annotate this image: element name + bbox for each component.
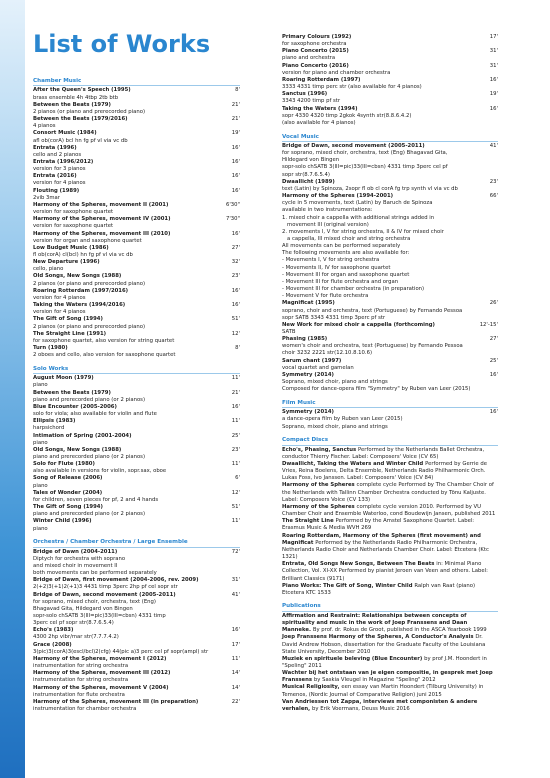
entry-title: Tales of Wonder (2004) [33, 489, 103, 496]
work-entry [33, 316, 240, 330]
work-entry [33, 404, 240, 418]
entry-title: Harmony of the Spheres, movement I (2012) [33, 655, 167, 662]
page-title: List of Works [33, 30, 211, 58]
entry-text: Entrata, Old Songs New Songs, Between The Beats in: Minimal Piano Collection, Vol. XI-XX Performed by pianist Jeroen van Veen and others. Label: Brilliant Classics (9171) [282, 561, 488, 582]
entry-title: Between the Beats (1979) [33, 389, 111, 396]
entry-detail: Bhagavad Gita, Hildegard von Bingen [33, 605, 133, 612]
entry-text: Wachter bij het ontstaan van je eigen compositie, in gesprek met Joep Franssens by Saskia Vleugel in Magazine "Speling" 2012 [282, 670, 493, 684]
work-entry [33, 490, 240, 504]
entry-title: The Gift of Song (1994) [33, 316, 103, 323]
entry-duration: 16' [231, 627, 240, 634]
work-entry [282, 63, 498, 77]
work-entry [33, 549, 240, 578]
section-heading: Film Music [282, 400, 498, 408]
entry-title: The Straight Line (1991) [33, 330, 107, 337]
entry-duration: 16' [231, 302, 240, 309]
entry-detail: 2. movements I, V for string orchestra, II & IV for mixed choir [282, 228, 444, 235]
entry-title: Harmony of the Spheres, movement III (in preparation) [33, 698, 199, 705]
entry-duration: 12' [231, 489, 240, 496]
entry-duration: 23' [231, 273, 240, 280]
right-column [282, 34, 498, 713]
entry-detail: instrumentation for string orchestra [33, 663, 129, 670]
entry-title: Intimation of Spring (2001-2004) [33, 432, 132, 439]
work-entry [282, 656, 498, 670]
entry-detail: piano [33, 382, 48, 389]
entry-detail: brass ensemble 4h 4tbp 2tb btb [33, 94, 119, 101]
entry-detail: version for piano and chamber orchestra [282, 69, 391, 76]
entry-duration: 25' [489, 357, 498, 364]
entry-title: Musical Religiosity, [282, 684, 342, 691]
entry-duration: 12' [231, 330, 240, 337]
section-heading: Compact Discs [282, 437, 498, 445]
entry-detail: - Movement III for organ and saxophone quartet [282, 271, 410, 278]
entry-title: Old Songs, New Songs (1988) [33, 446, 122, 453]
entry-duration: 31' [489, 48, 498, 55]
work-entry [33, 159, 240, 173]
entry-detail: sopr SATB 3343 4331 timp 3perc pf str [282, 314, 386, 321]
work-entry [282, 684, 498, 698]
entry-duration: 51' [231, 316, 240, 323]
entry-title: Harmony of the Spheres, movement III (2012) [33, 670, 171, 677]
entry-text: Harmony of the Spheres complete cycle version 2010. Performed by VU Chamber Choir and Ensemble Waterloo, cond Boudewijn Jansen, published 2011 [282, 503, 496, 518]
entry-detail: 2 oboes and cello, also version for saxophone quartet [33, 352, 176, 359]
entry-title: Echo's, Phasing, Sanctus [282, 446, 359, 453]
entry-text: Echo's, Phasing, Sanctus Performed by the Netherlands Ballet Orchestra, conductor Thierry Fischer. Label: Composers' Voice (CV 65) [282, 446, 485, 460]
work-entry [282, 91, 498, 105]
entry-detail: piano and prerecorded piano (or 2 pianos) [33, 396, 146, 403]
entry-duration: 7'30" [225, 216, 240, 223]
entry-detail: - Movement III for flute orchestra and organ [282, 278, 399, 285]
entry-detail: instrumentation for chamber orchestra [33, 706, 137, 713]
work-entry [282, 48, 498, 62]
entry-title: Dwaallicht, Taking the Waters and Winter Child [282, 461, 426, 467]
work-entry [282, 143, 498, 179]
entry-title: Bridge of Dawn (2004-2011) [33, 548, 118, 555]
entry-detail: movement III (original version) [282, 221, 369, 228]
entry-detail: 3(pic)3(corA)3(escl/bcl)2(cfg) 44(pic a)3 perc cel pf sopr(ampl) str [33, 648, 209, 655]
work-entry [282, 336, 498, 357]
entry-detail: women's choir and orchestra, text (Portuguese) by Fernando Pessoa [282, 343, 463, 350]
entry-detail: solo for viola; also available for violin and flute [33, 411, 157, 418]
entry-duration: 21' [231, 101, 240, 108]
entry-duration: 41' [231, 591, 240, 598]
entry-title: August Moon (1979) [33, 375, 94, 382]
entry-title: Roaring Rotterdam (1997) [282, 76, 361, 83]
work-entry [282, 322, 498, 336]
work-entry [282, 106, 498, 127]
entry-title: Harmony of the Spheres [282, 482, 357, 489]
work-entry [33, 87, 240, 101]
entry-title: The Straight Line [282, 518, 336, 525]
entry-duration: 19' [231, 130, 240, 137]
entry-duration: 14' [231, 684, 240, 691]
work-entry [33, 461, 240, 475]
entry-duration: 16' [231, 144, 240, 151]
entry-text: Joep Franssens Harmony of the Spheres, A Conductor's Analysis Dr. David Andrew Hobson, dissertation for the Graduate Faculty of the Louisiana State University, December 2010 [282, 634, 486, 655]
entry-duration: 23' [231, 446, 240, 453]
entry-duration: 11' [231, 461, 240, 468]
entry-title: Echo's (1983) [33, 627, 74, 634]
entry-text: Piano Works: The Gift of Song, Winter Child Ralph van Raat (piano) Etcetera KTC 1533 [282, 582, 476, 596]
entry-detail: Hildegard von Bingen [282, 157, 340, 164]
work-entry [282, 613, 498, 634]
work-entry [282, 634, 498, 655]
work-entry [282, 179, 498, 193]
entry-title: Grace (2008) [33, 641, 72, 648]
entry-title: New Work for mixed choir a cappella (forthcoming) [282, 321, 435, 328]
entry-duration: 16' [489, 371, 498, 378]
entry-detail: 2 pianos (or piano and prerecorded piano) [33, 108, 146, 115]
entry-title: Symmetry (2014) [282, 409, 334, 416]
work-entry [33, 288, 240, 302]
entry-duration: 16' [231, 173, 240, 180]
entry-detail: for saxophone quartet, also version for string quartet [33, 337, 175, 344]
entry-duration: 6' [235, 475, 240, 482]
entry-title: Turn (1980) [33, 345, 68, 352]
entry-title: Sanctus (1996) [282, 91, 328, 98]
work-entry [33, 642, 240, 656]
entry-detail: soprano, choir and orchestra, text (Portuguese) by Fernando Pessoa [282, 307, 463, 314]
work-entry [33, 475, 240, 489]
entry-title: Old Songs, New Songs (1988) [33, 273, 122, 280]
entry-detail: sopr 4330 4320 timp 2gkok 4synth str(8.8.6.4.2) [282, 112, 412, 119]
entry-title: Song of Release (2006) [33, 475, 103, 482]
entry-title: Phasing (1985) [282, 336, 328, 343]
work-entry [33, 188, 240, 202]
entry-title: Piano Concerto (2015) [282, 48, 349, 55]
entry-duration: 6'30" [225, 201, 240, 208]
section-heading: Publications [282, 603, 498, 611]
work-entry [33, 173, 240, 187]
entry-detail: a dance-opera film by Ruben van Leer (2015) [282, 416, 403, 423]
entry-detail: version for organ and saxophone quartet [33, 237, 142, 244]
entry-duration: 27' [489, 336, 498, 343]
work-entry [282, 461, 498, 482]
work-entry [282, 34, 498, 48]
entry-detail: text (Latin) by Spinoza, 2sopr fl ob cl corA fg trp synth vl via vc db [282, 185, 458, 192]
work-entry [282, 699, 498, 713]
entry-title: Blue Encounter (2005-2006) [33, 403, 117, 410]
work-entry [33, 216, 240, 230]
work-entry [33, 273, 240, 287]
entry-detail: available in two instrumentations: [282, 207, 373, 214]
entry-duration: 23' [489, 178, 498, 185]
entry-title: Harmony of the Spheres, movement IV (2001) [33, 216, 171, 223]
entry-detail: version for saxophone quartet [33, 209, 114, 216]
entry-detail: version for 3 pianos [33, 166, 86, 173]
entry-text: Roaring Rotterdam, Harmony of the Spheres (first movement) and Magnificat Performed by the Netherlands Radio Philharmonic Orchestra, Netherlands Radio Choir and Netherlands Chamber Choir. Label: Etcetera (Ktc 1321) [282, 532, 489, 561]
work-entry [33, 518, 240, 532]
entry-detail: cycle in 5 movements, text (Latin) by Baruch de Spinoza [282, 200, 433, 207]
entry-text: Van Andriessen tot Zappa, interviews met componisten & andere verhalen, by Erik Voermans, Deuss Music 2016 [282, 698, 478, 712]
entry-duration: 16' [231, 403, 240, 410]
entry-duration: 31' [231, 577, 240, 584]
entry-detail: instrumentation for string orchestra [33, 677, 129, 684]
entry-title: Piano Concerto (2016) [282, 62, 349, 69]
entry-duration: 17' [489, 34, 498, 40]
entry-detail: a cappella, III mixed choir and string orchestra [282, 235, 411, 242]
entry-duration: 16' [489, 76, 498, 83]
entry-duration: 16' [231, 230, 240, 237]
entry-detail: The following movements are also available for: [282, 250, 410, 257]
work-entry [33, 390, 240, 404]
entry-title: Entrata, Old Songs New Songs, Between The Beats [282, 561, 437, 568]
entry-duration: 11' [231, 655, 240, 662]
entry-duration: 32' [231, 259, 240, 266]
entry-title: Primary Colours (1992) [282, 34, 352, 40]
work-entry [282, 482, 498, 503]
work-entry [33, 375, 240, 389]
entry-detail: choir 3232 2221 str(12.10.8.10.6) [282, 350, 373, 357]
entry-text: Musical Religiosity, een essay van Martin Hoondert (Tilburg University) in Temenos, (Nordic Journal of Comparative Religion) juni 2015 [282, 684, 484, 698]
work-entry [282, 583, 498, 597]
entry-title: Between the Beats (1979/2016) [33, 116, 128, 123]
entry-title: Magnificat (1995) [282, 300, 335, 307]
work-entry [33, 447, 240, 461]
entry-duration: 72' [231, 548, 240, 555]
entry-detail: All movements can be performed separately [282, 243, 401, 250]
entry-title: Van Andriessen tot Zappa, interviews met componisten & andere verhalen, [282, 698, 478, 712]
entry-detail: for children, seven pieces for pf, 2 and 4 hands [33, 496, 159, 503]
work-entry [282, 518, 498, 532]
entry-title: Dwaallicht (1989) [282, 178, 335, 185]
entry-title: Entrata (1996/2012) [33, 158, 94, 165]
entry-detail: for soprano, mixed choir, orchestra, text (Eng) Bhagavad Gita, [282, 150, 448, 157]
work-entry [33, 577, 240, 591]
entry-duration: 22' [231, 698, 240, 705]
entry-duration: 26' [489, 300, 498, 307]
entry-title: The Gift of Song (1994) [33, 504, 103, 511]
entry-detail: (also available for 4 pianos) [282, 119, 356, 126]
work-entry [33, 504, 240, 518]
left-column [33, 78, 240, 713]
entry-title: Piano Works: The Gift of Song, Winter Child [282, 582, 415, 589]
work-entry [282, 504, 498, 518]
entry-detail: piano [33, 439, 48, 446]
entry-detail: 2(+2)3(+1)2(+1)3 4431 timp 3perc 2hp pf cel sopr str [33, 584, 178, 591]
entry-title: Ellipsis (1983) [33, 418, 76, 425]
entry-title: Flouting (1989) [33, 187, 80, 194]
work-entry [33, 130, 240, 144]
entry-detail: - Movement V for flute orchestra [282, 293, 369, 300]
work-entry [282, 372, 498, 393]
work-entry [33, 418, 240, 432]
entry-detail: 2 pianos (or piano and prerecorded piano) [33, 280, 146, 287]
entry-title: Wachter bij het ontstaan van je eigen compositie, in gesprek met Joep Franssens [282, 670, 493, 684]
entry-duration: 16' [231, 287, 240, 294]
work-entry [33, 302, 240, 316]
entry-title: Between the Beats (1979) [33, 101, 111, 108]
entry-duration: 14' [231, 670, 240, 677]
work-entry [33, 345, 240, 359]
entry-duration: 27' [231, 244, 240, 251]
entry-detail: - Movements II, IV for saxophone quartet [282, 264, 391, 271]
entry-duration: 21' [231, 389, 240, 396]
entry-title: Entrata (1996) [33, 144, 77, 151]
work-entry [33, 102, 240, 116]
entry-duration: 11' [231, 418, 240, 425]
entry-detail: 4 pianos [33, 123, 56, 130]
work-entry [33, 433, 240, 447]
entry-detail: version for 4 pianos [33, 309, 86, 316]
entry-title: Harmony of the Spheres, movement II (2001) [33, 201, 169, 208]
entry-title: Joep Franssens Harmony of the Spheres, A Conductor's Analysis [282, 634, 476, 641]
entry-duration: 17' [231, 641, 240, 648]
entry-detail: piano [33, 525, 48, 532]
entry-detail: also available in versions for violin, sopr.sax, oboe [33, 468, 167, 475]
work-entry [33, 670, 240, 684]
entry-detail: version for 4 pianos [33, 294, 86, 301]
entry-detail: for soprano, mixed choir, orchestra, text (Eng) [33, 598, 156, 605]
entry-text: The Straight Line Performed by the Amstel Saxophone Quartet. Label: Erasmus Music & Media WVH 269 [282, 518, 475, 532]
work-entry [282, 533, 498, 562]
entry-duration: 16' [231, 187, 240, 194]
entry-detail: piano and orchestra [282, 55, 336, 62]
section-heading: Solo Works [33, 366, 240, 374]
entry-title: Taking the Waters (1994) [282, 105, 358, 112]
work-entry [33, 116, 240, 130]
entry-detail: Composed for dance-opera film "Symmetry" by Ruben van Leer (2015) [282, 386, 471, 393]
work-entry [282, 409, 498, 430]
work-entry [33, 656, 240, 670]
entry-detail: 4300 2hp vibr/mar str(7.7.7.4.2) [33, 634, 119, 641]
work-entry [33, 259, 240, 273]
entry-text: Muziek en spirituele beleving (Blue Encounter) by prof J.M. Hoondert in "Speling" 2011 [282, 655, 487, 669]
entry-title: Harmony of the Spheres (1994-2001) [282, 193, 394, 200]
entry-detail: 3333 4331 timp perc str (also available for 4 pianos) [282, 84, 422, 91]
entry-duration: 41' [489, 142, 498, 149]
entry-title: Harmony of the Spheres, movement III (2010) [33, 230, 171, 237]
work-entry [33, 627, 240, 641]
entry-text: Dwaallicht, Taking the Waters and Winter Child Performed by Gerrie de Vries, Reina Boelens, Delta Ensemble, Netherlands Radio Philharmonic Orch. Lukas Foss, Ivo Janssen. Label: Composers' Voice (CV 84) [282, 461, 488, 482]
entry-title: Winter Child (1996) [33, 518, 92, 525]
entry-detail: Diptych for orchestra with soprano [33, 555, 126, 562]
entry-detail: Soprano, mixed choir, piano and strings [282, 423, 388, 430]
section-heading: Chamber Music [33, 78, 240, 86]
entry-detail: harpsichord [33, 425, 65, 432]
entry-duration: 21' [231, 116, 240, 123]
section-heading: Vocal Music [282, 134, 498, 142]
entry-detail: version for saxophone quartet [33, 223, 114, 230]
entry-title: Entrata (2016) [33, 173, 77, 180]
entry-detail: SATB [282, 329, 296, 335]
entry-detail: 3perc cel pf sopr str(8.7.6.5.4) [33, 620, 114, 627]
entry-title: Taking the Waters (1994/2016) [33, 302, 126, 309]
work-entry [33, 202, 240, 216]
entry-detail: Soprano, mixed choir, piano and strings [282, 379, 388, 386]
work-entry [33, 331, 240, 345]
entry-detail: for saxophone orchestra [282, 41, 347, 48]
entry-title: Roaring Rotterdam (1997/2016) [33, 287, 129, 294]
work-entry [282, 561, 498, 582]
work-entry [282, 447, 498, 461]
entry-title: Bridge of Dawn, second movement (2005-2011) [33, 591, 176, 598]
entry-detail: fl ob(corA) cl(bcl) hn fg pf vl via vc db [33, 252, 133, 258]
entry-title: Bridge of Dawn, first movement (2004-2006, rev. 2009) [33, 577, 199, 584]
entry-title: Roaring Rotterdam, Harmony of the Spheres (first movement) and Magnificat [282, 532, 481, 546]
entry-title: Harmony of the Spheres, movement V (2004) [33, 684, 169, 691]
entry-title: Sarum chant (1997) [282, 357, 342, 364]
work-entry [282, 358, 498, 372]
side-color-band [0, 0, 25, 778]
entry-detail: version for 4 pianos [33, 180, 86, 187]
entry-duration: 16' [231, 158, 240, 165]
entry-title: Harmony of the Spheres [282, 503, 357, 510]
work-entry [282, 670, 498, 684]
entry-detail: piano and prerecorded piano (or 2 pianos) [33, 453, 146, 460]
entry-title: After the Queen's Speech (1995) [33, 87, 131, 94]
entry-title: Consort Music (1984) [33, 130, 97, 137]
entry-detail: afl ob(corA) bcl hn fg pf vl via vc db [33, 137, 128, 144]
work-entry [33, 699, 240, 713]
entry-duration: 25' [231, 432, 240, 439]
work-entry [33, 592, 240, 628]
entry-duration: 12'-15' [479, 321, 498, 328]
entry-detail: 1. mixed choir a cappella with additional strings added in [282, 214, 435, 221]
entry-duration: 51' [231, 504, 240, 511]
entry-detail: cello, piano [33, 266, 64, 273]
entry-detail: 2vib 3mar [33, 194, 60, 201]
entry-text: Harmony of the Spheres complete cycle Performed by The Chamber Choir of the Netherlands with Tallinn Chamber Orchestra conducted by Tõnu Kaljuste. Label: Composers Voice (CV 133) [282, 482, 494, 503]
entry-text: Affirmation and Restraint: Relationships between concepts of spirituality and music in the work of Joep Franssens and Daan Manneke. By prof. dr. Rokus de Groot, published in the ASCA Yearbook 1999 [282, 612, 487, 634]
entry-detail: 3343 4200 timp pf str [282, 98, 341, 105]
work-entry [33, 231, 240, 245]
entry-duration: 11' [231, 375, 240, 382]
entry-detail: sopr-solo chSATB 3(III=pic)33(III=cbsn) 4331 timp [33, 613, 166, 619]
work-entry [282, 193, 498, 300]
entry-detail: sopr str(8.7.6.5.4) [282, 171, 330, 178]
entry-duration: 16' [489, 105, 498, 112]
work-entry [33, 145, 240, 159]
entry-title: New Departure (1996) [33, 259, 100, 266]
entry-detail: cello and 2 pianos [33, 151, 82, 158]
entry-duration: 19' [489, 91, 498, 98]
entry-detail: - Movements I, V for string orchestra [282, 257, 380, 264]
work-entry [282, 77, 498, 91]
entry-title: Bridge of Dawn, second movement (2005-2011) [282, 142, 425, 149]
entry-title: Affirmation and Restraint: Relationships between concepts of spirituality and music in the work of Joep Franssens and Daan Manneke. [282, 612, 468, 634]
entry-duration: 66' [489, 193, 498, 200]
entry-title: Symmetry (2014) [282, 371, 334, 378]
entry-duration: 31' [489, 62, 498, 69]
work-entry [282, 300, 498, 321]
entry-title: Low Budget Music (1986) [33, 244, 109, 251]
work-entry [33, 245, 240, 259]
entry-detail: sopr-solo chSATB 3(III=pic)33(III=cbsn) 4331 timp 3perc cel pf [282, 164, 448, 171]
entry-detail: and mixed choir in movement II [33, 562, 118, 569]
entry-detail: 2 pianos (or piano and prerecorded piano) [33, 323, 146, 330]
entry-detail: piano [33, 482, 48, 489]
entry-duration: 8' [235, 345, 240, 352]
entry-duration: 11' [231, 518, 240, 525]
entry-title: Muziek en spirituele beleving (Blue Encounter) [282, 655, 425, 662]
entry-duration: 16' [489, 409, 498, 416]
entry-detail: vocal quartet and gamelan [282, 364, 354, 371]
entry-detail: - Movement III for chamber orchestra (in preparation) [282, 286, 425, 293]
entry-detail: piano and prerecorded piano (or 2 pianos) [33, 511, 146, 518]
entry-detail: instrumentation for flute orchestra [33, 691, 125, 698]
entry-title: Solo for Flute (1980) [33, 461, 95, 468]
section-heading: Orchestra / Chamber Orchestra / Large Ensemble [33, 539, 240, 547]
entry-duration: 8' [235, 87, 240, 94]
work-entry [33, 685, 240, 699]
entry-detail: both movements can be performed separately [33, 570, 157, 577]
